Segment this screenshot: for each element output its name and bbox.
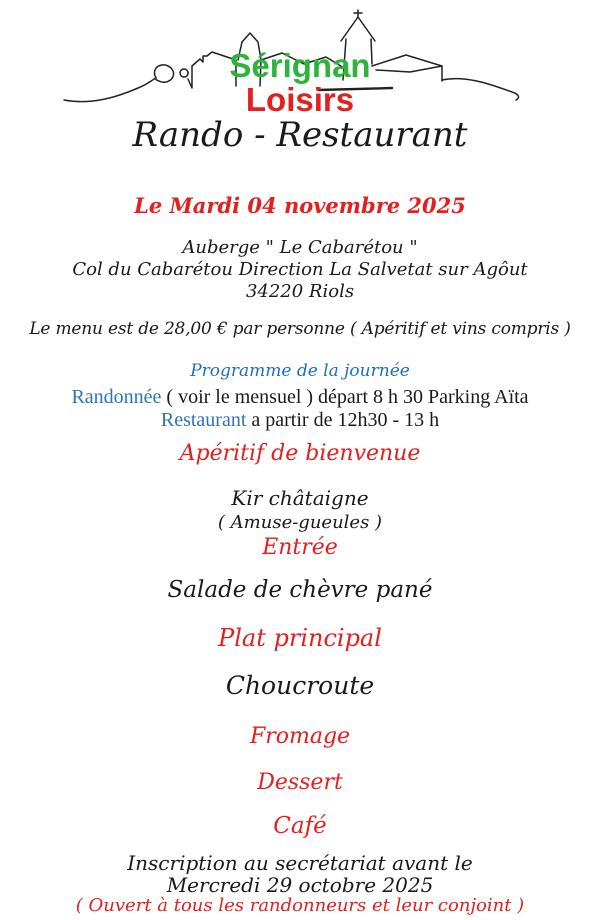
venue-address: Col du Cabarétou Direction La Salvetat sur Agôut	[72, 259, 528, 280]
menu-heading-entree: Entrée	[262, 535, 338, 560]
menu-heading-dessert: Dessert	[257, 770, 343, 795]
restaurant-detail: a partir de 12h30 - 13 h	[246, 409, 440, 431]
inscription-line2: Mercredi 29 octobre 2025	[166, 873, 434, 897]
menu-note-amuse-gueules: ( Amuse-gueules )	[217, 512, 383, 533]
inscription-line1: Inscription au secrétariat avant le	[127, 851, 473, 875]
venue-name: Auberge " Le Cabarétou "	[182, 237, 418, 258]
event-date: Le Mardi 04 novembre 2025	[134, 193, 466, 218]
programme-rando-line	[0, 386, 600, 408]
club-name-line1: Sérignan	[229, 47, 371, 84]
page-title: Rando - Restaurant	[132, 115, 468, 155]
rando-label: Randonnée	[71, 386, 162, 408]
menu-heading-cafe: Café	[273, 813, 327, 839]
menu-item-choucroute: Choucroute	[225, 671, 375, 700]
menu-item-salade: Salade de chèvre pané	[167, 577, 433, 603]
venue-city: 34220 Riols	[245, 281, 355, 302]
menu-heading-aperitif: Apéritif de bienvenue	[179, 441, 421, 466]
restaurant-label: Restaurant	[160, 409, 247, 431]
menu-heading-plat: Plat principal	[218, 624, 382, 652]
rando-detail: ( voir le mensuel ) départ 8 h 30 Parking Aïta	[161, 386, 529, 408]
club-name-line2: Loisirs	[245, 81, 355, 118]
programme-restaurant-line	[0, 409, 600, 431]
programme-heading: Programme de la journée	[190, 361, 410, 381]
footer-note: ( Ouvert à tous les randonneurs et leur conjoint )	[75, 895, 525, 916]
menu-item-kir: Kir châtaigne	[231, 486, 369, 510]
menu-heading-fromage: Fromage	[249, 724, 351, 749]
price-line: Le menu est de 28,00 € par personne ( Apéritif et vins compris )	[29, 319, 571, 339]
